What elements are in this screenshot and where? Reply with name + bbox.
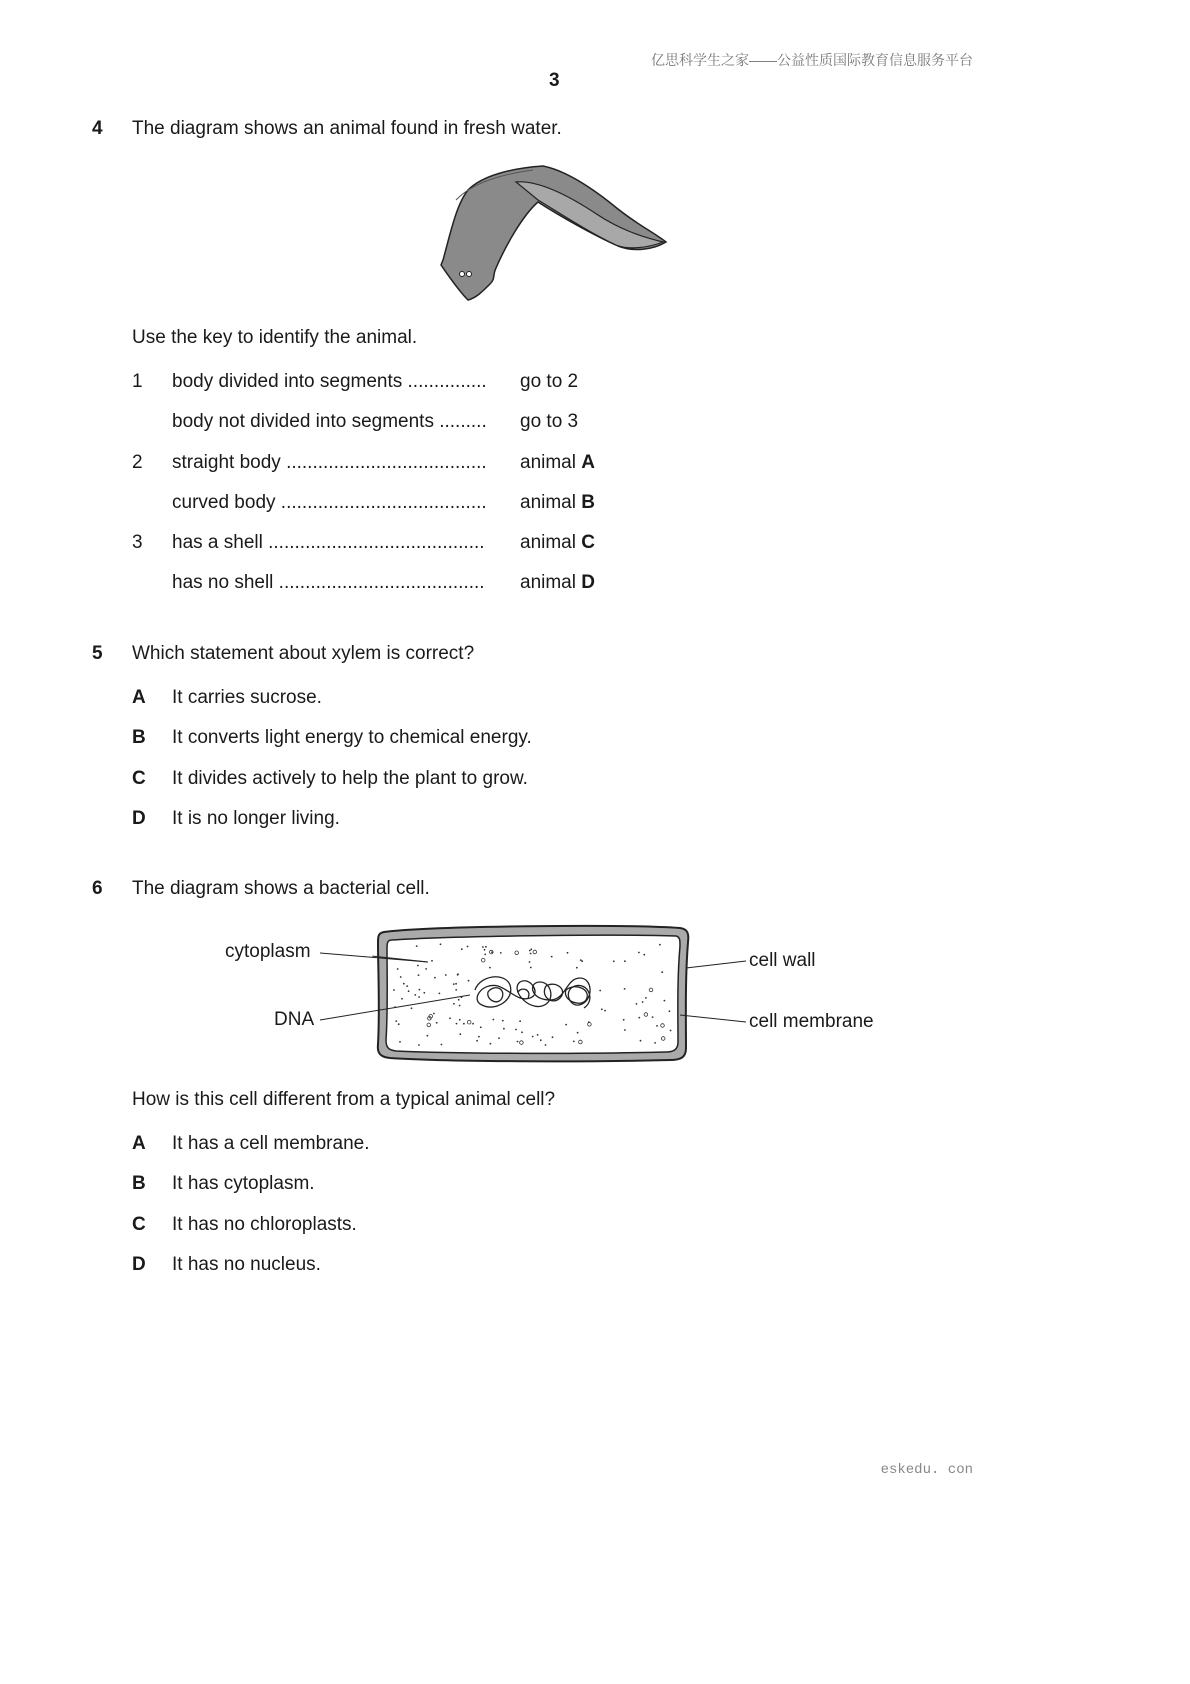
granule: [521, 1031, 523, 1033]
header-site-name: 亿思科学生之家——公益性质国际教育信息服务平台: [651, 52, 973, 68]
granule: [482, 946, 484, 948]
question-6-number: 6: [92, 878, 103, 899]
label-cell-wall: cell wall: [749, 950, 816, 971]
granule: [418, 996, 420, 998]
key-description: straight body ......................................: [172, 452, 487, 473]
granule: [577, 1032, 579, 1034]
granule: [461, 948, 463, 950]
bacterial-cell-diagram: [370, 920, 695, 1068]
granule: [411, 1007, 413, 1009]
granule: [453, 983, 455, 985]
granule: [498, 1037, 500, 1039]
key-result: go to 2: [520, 371, 579, 392]
key-step-number: 3: [132, 532, 143, 553]
flatworm-diagram: [438, 160, 673, 305]
granule: [642, 1001, 644, 1003]
granule: [588, 1021, 590, 1023]
question-4-stem: The diagram shows an animal found in fresh water.: [132, 118, 562, 139]
granule: [397, 968, 399, 970]
granule: [491, 951, 493, 953]
key-result: animal C: [520, 532, 595, 553]
cell-wall-leader: [686, 961, 746, 968]
granule: [502, 1020, 504, 1022]
granule: [489, 967, 491, 969]
question-4-number: 4: [92, 118, 103, 139]
option-text[interactable]: It is no longer living.: [172, 808, 340, 829]
granule: [567, 952, 569, 954]
granule: [669, 1010, 671, 1012]
question-5-number: 5: [92, 643, 103, 664]
granule: [455, 983, 457, 985]
granule: [463, 1023, 465, 1025]
granule: [623, 1019, 625, 1021]
key-step-number: 1: [132, 371, 143, 392]
granule: [434, 977, 436, 979]
granule: [573, 1041, 575, 1043]
option-letter[interactable]: C: [132, 768, 146, 789]
granule: [530, 967, 532, 969]
granule: [456, 1023, 458, 1025]
granule: [652, 1016, 654, 1018]
granule: [638, 952, 640, 954]
granule: [670, 1030, 672, 1032]
key-result: animal D: [520, 572, 595, 593]
question-6-prompt: How is this cell different from a typical animal cell?: [132, 1089, 556, 1110]
granule: [601, 1008, 603, 1010]
granule: [565, 1024, 567, 1026]
granule: [624, 1029, 626, 1031]
granule: [399, 1041, 401, 1043]
granule: [529, 961, 531, 963]
granule: [540, 1039, 542, 1041]
granule: [458, 999, 460, 1001]
key-description: has a shell .........................................: [172, 532, 485, 553]
granule: [418, 974, 420, 976]
key-result: go to 3: [520, 411, 579, 432]
granule: [418, 1044, 420, 1046]
option-letter[interactable]: A: [132, 1133, 146, 1154]
option-text[interactable]: It converts light energy to chemical energy.: [172, 727, 532, 748]
granule: [431, 960, 433, 962]
key-result: animal B: [520, 492, 595, 513]
footer-site-name: eskedu. con: [880, 1462, 973, 1478]
granule: [394, 1006, 396, 1008]
question-4-instruction: Use the key to identify the animal.: [132, 327, 418, 348]
granule: [455, 989, 457, 991]
granule: [552, 1036, 554, 1038]
flatworm-eye-right: [467, 272, 472, 277]
granule: [453, 1003, 455, 1005]
granule: [485, 946, 487, 948]
option-letter[interactable]: B: [132, 727, 146, 748]
granule: [400, 976, 402, 978]
option-text[interactable]: It has no nucleus.: [172, 1254, 321, 1275]
granule: [537, 1034, 539, 1036]
granule: [500, 952, 502, 954]
granule: [517, 1041, 519, 1043]
option-text[interactable]: It has no chloroplasts.: [172, 1214, 357, 1235]
granule: [459, 1033, 461, 1035]
granule: [433, 1013, 435, 1015]
granule: [490, 1043, 492, 1045]
key-step-number: 2: [132, 452, 143, 473]
label-cytoplasm: cytoplasm: [225, 941, 311, 962]
granule: [440, 943, 442, 945]
granule: [406, 985, 408, 987]
granule: [445, 974, 447, 976]
granule: [467, 946, 469, 948]
granule: [636, 1003, 638, 1005]
granule: [484, 949, 486, 951]
option-letter[interactable]: C: [132, 1214, 146, 1235]
option-letter[interactable]: D: [132, 1254, 146, 1275]
granule: [645, 997, 647, 999]
granule: [401, 998, 403, 1000]
granule: [661, 971, 663, 973]
granule: [515, 1029, 517, 1031]
granule: [459, 1005, 461, 1007]
granule: [576, 967, 578, 969]
granule: [441, 1044, 443, 1046]
granule: [659, 944, 661, 946]
granule: [403, 983, 405, 985]
granule: [423, 992, 425, 994]
question-6-stem: The diagram shows a bacterial cell.: [132, 878, 430, 899]
granule: [427, 1035, 429, 1037]
option-letter[interactable]: D: [132, 808, 146, 829]
granule: [480, 1026, 482, 1028]
granule: [640, 1040, 642, 1042]
granule: [532, 1036, 534, 1038]
granule: [503, 1028, 505, 1030]
granule: [476, 1040, 478, 1042]
option-text[interactable]: It divides actively to help the plant to grow.: [172, 768, 528, 789]
granule: [468, 980, 470, 982]
key-description: body not divided into segments .........: [172, 411, 487, 432]
granule: [530, 948, 532, 950]
key-description: curved body .......................................: [172, 492, 487, 513]
granule: [664, 1000, 666, 1002]
granule: [414, 994, 416, 996]
granule: [449, 1017, 451, 1019]
granule: [624, 988, 626, 990]
granule: [530, 953, 532, 955]
granule: [529, 950, 531, 952]
granule: [638, 1017, 640, 1019]
granule: [416, 945, 418, 947]
granule: [492, 1019, 494, 1021]
granule: [478, 1036, 480, 1038]
granule: [484, 954, 486, 956]
option-text[interactable]: It carries sucrose.: [172, 687, 322, 708]
granule: [461, 996, 463, 998]
granule: [436, 1022, 438, 1024]
option-letter[interactable]: A: [132, 687, 146, 708]
key-description: body divided into segments ...............: [172, 371, 487, 392]
granule: [604, 1010, 606, 1012]
option-text[interactable]: It has cytoplasm.: [172, 1173, 315, 1194]
key-result: animal A: [520, 452, 595, 473]
granule: [457, 974, 459, 976]
label-dna: DNA: [274, 1009, 315, 1030]
granule: [417, 965, 419, 967]
label-cell-membrane: cell membrane: [749, 1011, 874, 1032]
option-text[interactable]: It has a cell membrane.: [172, 1133, 370, 1154]
granule: [580, 959, 582, 961]
granule: [613, 960, 615, 962]
granule: [459, 1019, 461, 1021]
granule: [472, 1023, 474, 1025]
flatworm-eye-left: [460, 272, 465, 277]
key-description: has no shell .......................................: [172, 572, 485, 593]
granule: [551, 956, 553, 958]
granule: [656, 1025, 658, 1027]
granule: [545, 1044, 547, 1046]
granule: [581, 960, 583, 962]
granule: [643, 954, 645, 956]
granule: [425, 968, 427, 970]
granule: [395, 1020, 397, 1022]
granule: [519, 1020, 521, 1022]
granule: [624, 960, 626, 962]
granule: [398, 1023, 400, 1025]
granule: [439, 993, 441, 995]
granule: [393, 989, 395, 991]
granule: [419, 989, 421, 991]
granule: [599, 990, 601, 992]
question-5-stem: Which statement about xylem is correct?: [132, 643, 475, 664]
option-letter[interactable]: B: [132, 1173, 146, 1194]
granule: [408, 990, 410, 992]
granule: [654, 1042, 656, 1044]
page-number: 3: [549, 70, 560, 91]
